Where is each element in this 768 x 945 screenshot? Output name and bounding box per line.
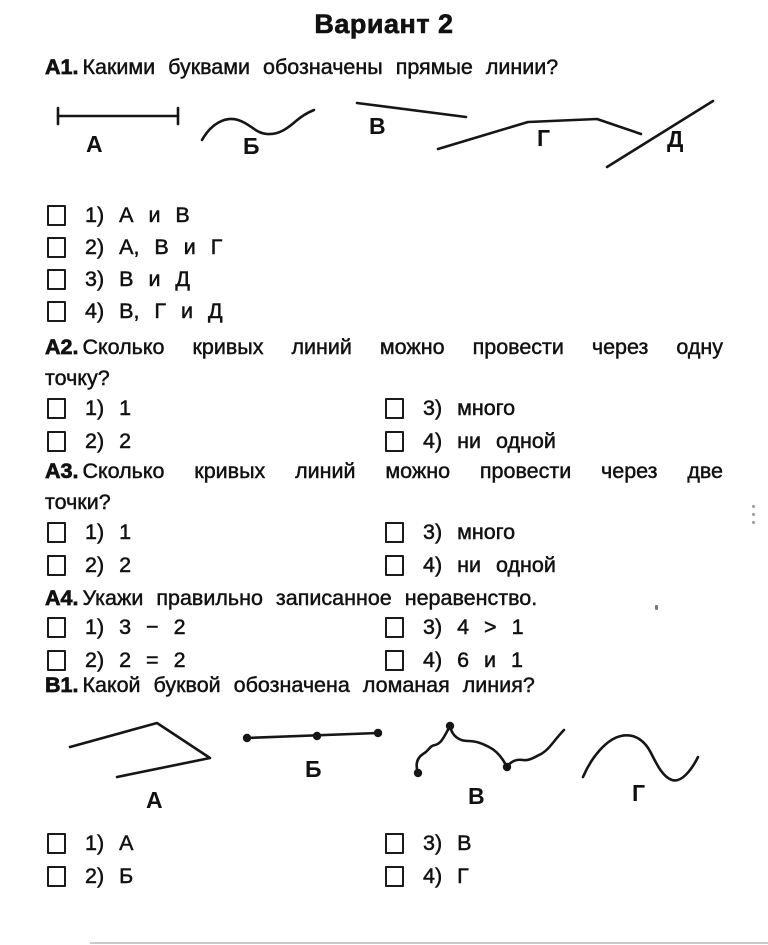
option-row	[47, 554, 385, 576]
option-row	[385, 554, 768, 576]
answer-checkbox[interactable]	[47, 398, 66, 419]
scan-artifact	[90, 942, 768, 944]
option-number: 4)	[423, 428, 443, 453]
options-a1	[47, 204, 768, 322]
question-text: Сколько кривых линий можно провести через одну	[82, 335, 723, 359]
option-number: 3)	[85, 266, 105, 291]
figure-line-d	[607, 101, 713, 167]
figure-segment-a	[58, 108, 178, 124]
option-number: 3)	[423, 519, 443, 544]
question-number: А1.	[45, 55, 79, 79]
answer-checkbox[interactable]	[47, 301, 66, 322]
option-label: Б	[119, 863, 134, 888]
question-text: Какими буквами обозначены прямые линии?	[82, 55, 559, 79]
option-number: 1)	[85, 202, 105, 227]
option-label: 6 и 1	[457, 647, 523, 672]
option-label: 2 = 2	[119, 647, 186, 672]
option-number: 3)	[423, 614, 443, 639]
figure-label-b: Б	[243, 133, 260, 159]
answer-checkbox[interactable]	[47, 205, 66, 226]
option-number: 1)	[85, 395, 105, 420]
option-row	[385, 521, 768, 543]
answer-checkbox[interactable]	[385, 431, 404, 452]
option-label: 1	[119, 519, 132, 544]
figure-label-g: Г	[537, 125, 551, 151]
option-row	[47, 832, 385, 854]
figure-jagged-curve-v	[414, 722, 564, 777]
option-row	[385, 865, 768, 887]
option-row	[385, 832, 768, 854]
question-line: точки?	[45, 490, 111, 514]
answer-checkbox[interactable]	[47, 555, 66, 576]
question-b1	[45, 672, 723, 698]
option-row	[47, 300, 768, 322]
option-row	[47, 204, 768, 226]
option-row	[385, 649, 768, 671]
option-row	[47, 521, 385, 543]
option-label: 2	[119, 428, 132, 453]
option-row	[47, 649, 385, 671]
question-a1	[45, 54, 723, 80]
options-a3	[47, 521, 768, 576]
options-b1	[47, 832, 768, 887]
option-row	[47, 865, 385, 887]
option-number: 3)	[423, 395, 443, 420]
option-label: В и Д	[119, 266, 190, 291]
question-text: Укажи правильно записанное неравенство.	[82, 586, 538, 610]
option-label: В	[457, 830, 472, 855]
option-row	[47, 430, 385, 452]
answer-checkbox[interactable]	[385, 833, 404, 854]
figure-label-a: А	[86, 131, 103, 157]
option-label: В, Г и Д	[119, 298, 223, 323]
options-a4	[47, 616, 768, 671]
answer-checkbox[interactable]	[47, 237, 66, 258]
figure-segment-dots-b	[243, 729, 382, 742]
figure-polyline-a	[70, 723, 210, 777]
scan-artifact	[752, 505, 756, 529]
answer-checkbox[interactable]	[385, 866, 404, 887]
answer-checkbox[interactable]	[385, 398, 404, 419]
answer-checkbox[interactable]	[385, 650, 404, 671]
option-row	[47, 616, 385, 638]
scan-artifact	[655, 605, 658, 610]
figure-label-v: В	[369, 113, 386, 139]
page-title: Вариант 2	[314, 9, 454, 39]
option-number: 1)	[85, 614, 105, 639]
option-row	[47, 268, 768, 290]
question-text: Какой буквой обозначена ломаная линия?	[82, 673, 535, 697]
option-label: 4 > 1	[457, 614, 524, 639]
option-row	[385, 397, 768, 419]
option-row	[47, 397, 385, 419]
question-text: Сколько кривых линий можно провести через две	[82, 459, 723, 483]
option-row	[385, 616, 768, 638]
option-label: А и В	[119, 202, 190, 227]
answer-checkbox[interactable]	[385, 555, 404, 576]
question-line	[45, 332, 723, 363]
option-number: 2)	[85, 428, 105, 453]
question-number: А4.	[45, 586, 79, 610]
figure-label-a: А	[146, 787, 163, 813]
option-label: А, В и Г	[119, 234, 223, 259]
answer-checkbox[interactable]	[47, 833, 66, 854]
option-label: А	[119, 830, 134, 855]
question-number: А2.	[45, 335, 79, 359]
options-a2	[47, 397, 768, 452]
option-label: 3 − 2	[119, 614, 186, 639]
option-number: 2)	[85, 552, 105, 577]
figure-row-b1	[0, 700, 768, 818]
figure-label-d: Д	[667, 126, 684, 152]
option-number: 4)	[85, 298, 105, 323]
answer-checkbox[interactable]	[47, 866, 66, 887]
answer-checkbox[interactable]	[385, 617, 404, 638]
answer-checkbox[interactable]	[47, 650, 66, 671]
option-row	[47, 236, 768, 258]
question-a3	[45, 456, 723, 518]
figure-label-g: Г	[632, 780, 646, 806]
question-number: В1.	[45, 673, 79, 697]
figure-wave-curve-g	[583, 735, 698, 780]
answer-checkbox[interactable]	[385, 522, 404, 543]
question-line: точку?	[45, 366, 110, 390]
option-number: 2)	[85, 647, 105, 672]
figure-label-b: Б	[305, 756, 322, 782]
question-number: А3.	[45, 459, 79, 483]
answer-checkbox[interactable]	[47, 617, 66, 638]
question-a4	[45, 585, 723, 611]
answer-checkbox[interactable]	[47, 522, 66, 543]
option-number: 2)	[85, 234, 105, 259]
option-row	[385, 430, 768, 452]
option-number: 4)	[423, 552, 443, 577]
question-line	[45, 456, 723, 487]
option-number: 1)	[85, 519, 105, 544]
question-a2	[45, 332, 723, 394]
option-label: ни одной	[457, 552, 556, 577]
figure-label-v: В	[468, 783, 485, 809]
option-number: 4)	[423, 647, 443, 672]
option-number: 4)	[423, 863, 443, 888]
option-label: Г	[457, 863, 469, 888]
option-label: 1	[119, 395, 132, 420]
option-label: много	[457, 519, 516, 544]
figure-row-a1	[0, 88, 768, 188]
option-label: ни одной	[457, 428, 556, 453]
option-label: 2	[119, 552, 132, 577]
option-label: много	[457, 395, 516, 420]
option-number: 2)	[85, 863, 105, 888]
option-number: 3)	[423, 830, 443, 855]
option-number: 1)	[85, 830, 105, 855]
answer-checkbox[interactable]	[47, 269, 66, 290]
answer-checkbox[interactable]	[47, 431, 66, 452]
